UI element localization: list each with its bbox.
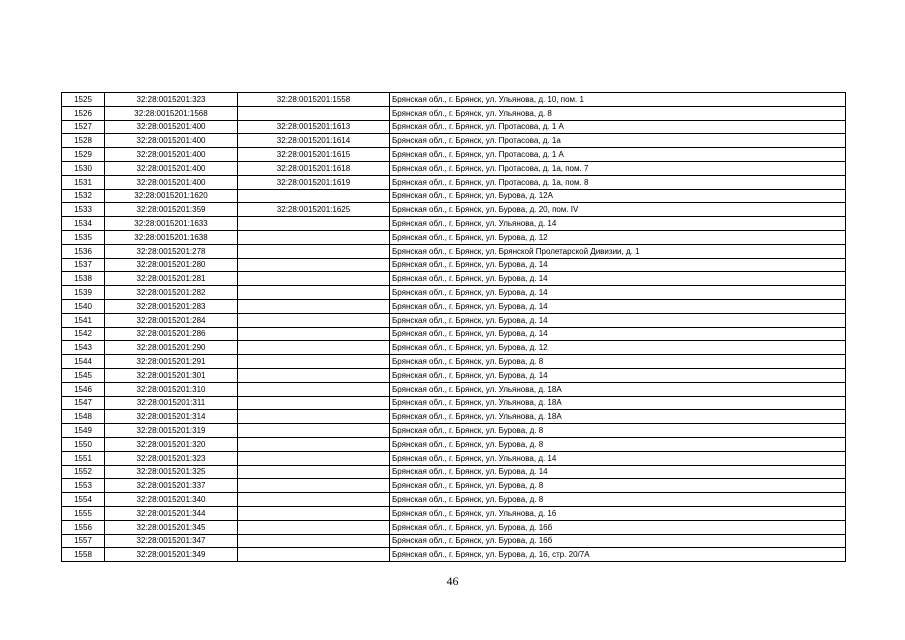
address-cell: Брянская обл., г. Брянск, ул. Бурова, д. 12	[390, 341, 846, 355]
row-number-cell: 1535	[62, 230, 105, 244]
table-row	[62, 382, 846, 396]
address-cell: Брянская обл., г. Брянск, ул. Протасова, д. 1а	[390, 134, 846, 148]
address-cell: Брянская обл., г. Брянск, ул. Протасова, д. 1а, пом. 7	[390, 161, 846, 175]
land-cadastral-number-cell: 32:28:0015201:345	[105, 520, 238, 534]
object-cadastral-number-cell	[238, 368, 390, 382]
land-cadastral-number-cell: 32:28:0015201:282	[105, 286, 238, 300]
table-row	[62, 272, 846, 286]
row-number-cell: 1527	[62, 120, 105, 134]
row-number-cell: 1553	[62, 479, 105, 493]
object-cadastral-number-cell	[238, 410, 390, 424]
address-cell: Брянская обл., г. Брянск, ул. Бурова, д. 8	[390, 493, 846, 507]
land-cadastral-number-cell: 32:28:0015201:286	[105, 327, 238, 341]
address-cell: Брянская обл., г. Брянск, ул. Протасова, д. 1 А	[390, 120, 846, 134]
address-cell: Брянская обл., г. Брянск, ул. Бурова, д. 14	[390, 327, 846, 341]
object-cadastral-number-cell: 32:28:0015201:1614	[238, 134, 390, 148]
row-number-cell: 1525	[62, 93, 105, 107]
table-row	[62, 134, 846, 148]
row-number-cell: 1547	[62, 396, 105, 410]
land-cadastral-number-cell: 32:28:0015201:340	[105, 493, 238, 507]
land-cadastral-number-cell: 32:28:0015201:337	[105, 479, 238, 493]
object-cadastral-number-cell	[238, 548, 390, 562]
row-number-cell: 1529	[62, 148, 105, 162]
object-cadastral-number-cell	[238, 355, 390, 369]
address-cell: Брянская обл., г. Брянск, ул. Бурова, д. 16б	[390, 520, 846, 534]
land-cadastral-number-cell: 32:28:0015201:284	[105, 313, 238, 327]
address-cell: Брянская обл., г. Брянск, ул. Ульянова, д. 8	[390, 106, 846, 120]
address-cell: Брянская обл., г. Брянск, ул. Ульянова, д. 18А	[390, 410, 846, 424]
row-number-cell: 1530	[62, 161, 105, 175]
land-cadastral-number-cell: 32:28:0015201:314	[105, 410, 238, 424]
row-number-cell: 1544	[62, 355, 105, 369]
table-row	[62, 341, 846, 355]
row-number-cell: 1533	[62, 203, 105, 217]
object-cadastral-number-cell: 32:28:0015201:1625	[238, 203, 390, 217]
table-row	[62, 189, 846, 203]
table-row	[62, 93, 846, 107]
table-row	[62, 175, 846, 189]
row-number-cell: 1534	[62, 217, 105, 231]
table-row	[62, 286, 846, 300]
object-cadastral-number-cell	[238, 424, 390, 438]
page-number: 46	[446, 574, 459, 588]
object-cadastral-number-cell	[238, 493, 390, 507]
land-cadastral-number-cell: 32:28:0015201:323	[105, 451, 238, 465]
address-cell: Брянская обл., г. Брянск, ул. Бурова, д. 20, пом. IV	[390, 203, 846, 217]
land-cadastral-number-cell: 32:28:0015201:349	[105, 548, 238, 562]
object-cadastral-number-cell	[238, 244, 390, 258]
row-number-cell: 1537	[62, 258, 105, 272]
land-cadastral-number-cell: 32:28:0015201:400	[105, 161, 238, 175]
row-number-cell: 1540	[62, 299, 105, 313]
row-number-cell: 1555	[62, 506, 105, 520]
address-cell: Брянская обл., г. Брянск, ул. Бурова, д. 8	[390, 437, 846, 451]
address-cell: Брянская обл., г. Брянск, ул. Протасова, д. 1а, пом. 8	[390, 175, 846, 189]
table-row	[62, 148, 846, 162]
object-cadastral-number-cell	[238, 189, 390, 203]
table-row	[62, 217, 846, 231]
object-cadastral-number-cell: 32:28:0015201:1618	[238, 161, 390, 175]
object-cadastral-number-cell	[238, 520, 390, 534]
table-row	[62, 548, 846, 562]
object-cadastral-number-cell	[238, 313, 390, 327]
row-number-cell: 1542	[62, 327, 105, 341]
table-body	[62, 93, 846, 562]
address-cell: Брянская обл., г. Брянск, ул. Бурова, д. 8	[390, 424, 846, 438]
address-cell: Брянская обл., г. Брянск, ул. Бурова, д. 16б	[390, 534, 846, 548]
table-row	[62, 258, 846, 272]
object-cadastral-number-cell: 32:28:0015201:1558	[238, 93, 390, 107]
land-cadastral-number-cell: 32:28:0015201:320	[105, 437, 238, 451]
object-cadastral-number-cell: 32:28:0015201:1619	[238, 175, 390, 189]
table-row	[62, 327, 846, 341]
table-row	[62, 410, 846, 424]
object-cadastral-number-cell	[238, 465, 390, 479]
land-cadastral-number-cell: 32:28:0015201:290	[105, 341, 238, 355]
object-cadastral-number-cell	[238, 230, 390, 244]
row-number-cell: 1543	[62, 341, 105, 355]
land-cadastral-number-cell: 32:28:0015201:311	[105, 396, 238, 410]
land-cadastral-number-cell: 32:28:0015201:291	[105, 355, 238, 369]
object-cadastral-number-cell	[238, 327, 390, 341]
land-cadastral-number-cell: 32:28:0015201:400	[105, 148, 238, 162]
row-number-cell: 1554	[62, 493, 105, 507]
table-row	[62, 396, 846, 410]
address-cell: Брянская обл., г. Брянск, ул. Бурова, д. 14	[390, 299, 846, 313]
table-row	[62, 203, 846, 217]
table-row	[62, 120, 846, 134]
object-cadastral-number-cell	[238, 479, 390, 493]
object-cadastral-number-cell	[238, 106, 390, 120]
row-number-cell: 1528	[62, 134, 105, 148]
land-cadastral-number-cell: 32:28:0015201:325	[105, 465, 238, 479]
table-row	[62, 451, 846, 465]
address-cell: Брянская обл., г. Брянск, ул. Бурова, д. 14	[390, 465, 846, 479]
land-cadastral-number-cell: 32:28:0015201:400	[105, 134, 238, 148]
row-number-cell: 1551	[62, 451, 105, 465]
land-cadastral-number-cell: 32:28:0015201:280	[105, 258, 238, 272]
table-row	[62, 520, 846, 534]
land-cadastral-number-cell: 32:28:0015201:310	[105, 382, 238, 396]
address-cell: Брянская обл., г. Брянск, ул. Ульянова, д. 14	[390, 217, 846, 231]
row-number-cell: 1546	[62, 382, 105, 396]
land-cadastral-number-cell: 32:28:0015201:400	[105, 120, 238, 134]
property-register-table	[61, 92, 846, 562]
row-number-cell: 1532	[62, 189, 105, 203]
object-cadastral-number-cell	[238, 258, 390, 272]
address-cell: Брянская обл., г. Брянск, ул. Ульянова, д. 18А	[390, 382, 846, 396]
row-number-cell: 1539	[62, 286, 105, 300]
object-cadastral-number-cell	[238, 437, 390, 451]
row-number-cell: 1556	[62, 520, 105, 534]
address-cell: Брянская обл., г. Брянск, ул. Бурова, д. 12	[390, 230, 846, 244]
object-cadastral-number-cell: 32:28:0015201:1613	[238, 120, 390, 134]
object-cadastral-number-cell	[238, 217, 390, 231]
address-cell: Брянская обл., г. Брянск, ул. Ульянова, д. 10, пом. 1	[390, 93, 846, 107]
table-row	[62, 493, 846, 507]
address-cell: Брянская обл., г. Брянск, ул. Ульянова, д. 16	[390, 506, 846, 520]
table-row	[62, 465, 846, 479]
land-cadastral-number-cell: 32:28:0015201:281	[105, 272, 238, 286]
object-cadastral-number-cell	[238, 341, 390, 355]
land-cadastral-number-cell: 32:28:0015201:344	[105, 506, 238, 520]
address-cell: Брянская обл., г. Брянск, ул. Протасова, д. 1 А	[390, 148, 846, 162]
row-number-cell: 1550	[62, 437, 105, 451]
object-cadastral-number-cell	[238, 299, 390, 313]
address-cell: Брянская обл., г. Брянск, ул. Ульянова, д. 18А	[390, 396, 846, 410]
address-cell: Брянская обл., г. Брянск, ул. Бурова, д. 14	[390, 286, 846, 300]
row-number-cell: 1557	[62, 534, 105, 548]
object-cadastral-number-cell	[238, 534, 390, 548]
row-number-cell: 1541	[62, 313, 105, 327]
land-cadastral-number-cell: 32:28:0015201:278	[105, 244, 238, 258]
land-cadastral-number-cell: 32:28:0015201:319	[105, 424, 238, 438]
table-row	[62, 479, 846, 493]
row-number-cell: 1548	[62, 410, 105, 424]
object-cadastral-number-cell	[238, 506, 390, 520]
object-cadastral-number-cell: 32:28:0015201:1615	[238, 148, 390, 162]
land-cadastral-number-cell: 32:28:0015201:1638	[105, 230, 238, 244]
table-row	[62, 506, 846, 520]
table-row	[62, 534, 846, 548]
table-row	[62, 424, 846, 438]
row-number-cell: 1558	[62, 548, 105, 562]
row-number-cell: 1549	[62, 424, 105, 438]
address-cell: Брянская обл., г. Брянск, ул. Бурова, д. 8	[390, 355, 846, 369]
object-cadastral-number-cell	[238, 272, 390, 286]
row-number-cell: 1552	[62, 465, 105, 479]
table-row	[62, 355, 846, 369]
object-cadastral-number-cell	[238, 286, 390, 300]
table-row	[62, 313, 846, 327]
object-cadastral-number-cell	[238, 396, 390, 410]
land-cadastral-number-cell: 32:28:0015201:400	[105, 175, 238, 189]
address-cell: Брянская обл., г. Брянск, ул. Бурова, д. 12А	[390, 189, 846, 203]
land-cadastral-number-cell: 32:28:0015201:283	[105, 299, 238, 313]
table-row	[62, 368, 846, 382]
row-number-cell: 1536	[62, 244, 105, 258]
table-row	[62, 299, 846, 313]
address-cell: Брянская обл., г. Брянск, ул. Бурова, д. 14	[390, 368, 846, 382]
table-row	[62, 106, 846, 120]
table-row	[62, 161, 846, 175]
address-cell: Брянская обл., г. Брянск, ул. Бурова, д. 8	[390, 479, 846, 493]
row-number-cell: 1538	[62, 272, 105, 286]
land-cadastral-number-cell: 32:28:0015201:301	[105, 368, 238, 382]
land-cadastral-number-cell: 32:28:0015201:1568	[105, 106, 238, 120]
land-cadastral-number-cell: 32:28:0015201:1633	[105, 217, 238, 231]
address-cell: Брянская обл., г. Брянск, ул. Бурова, д. 16, стр. 20/7А	[390, 548, 846, 562]
object-cadastral-number-cell	[238, 451, 390, 465]
row-number-cell: 1531	[62, 175, 105, 189]
land-cadastral-number-cell: 32:28:0015201:1620	[105, 189, 238, 203]
address-cell: Брянская обл., г. Брянск, ул. Бурова, д. 14	[390, 272, 846, 286]
table-row	[62, 244, 846, 258]
land-cadastral-number-cell: 32:28:0015201:359	[105, 203, 238, 217]
land-cadastral-number-cell: 32:28:0015201:347	[105, 534, 238, 548]
address-cell: Брянская обл., г. Брянск, ул. Бурова, д. 14	[390, 258, 846, 272]
land-cadastral-number-cell: 32:28:0015201:323	[105, 93, 238, 107]
row-number-cell: 1526	[62, 106, 105, 120]
row-number-cell: 1545	[62, 368, 105, 382]
table-row	[62, 230, 846, 244]
address-cell: Брянская обл., г. Брянск, ул. Ульянова, д. 14	[390, 451, 846, 465]
address-cell: Брянская обл., г. Брянск, ул. Брянской Пролетарской Дивизии, д. 1	[390, 244, 846, 258]
object-cadastral-number-cell	[238, 382, 390, 396]
table-row	[62, 437, 846, 451]
address-cell: Брянская обл., г. Брянск, ул. Бурова, д. 14	[390, 313, 846, 327]
